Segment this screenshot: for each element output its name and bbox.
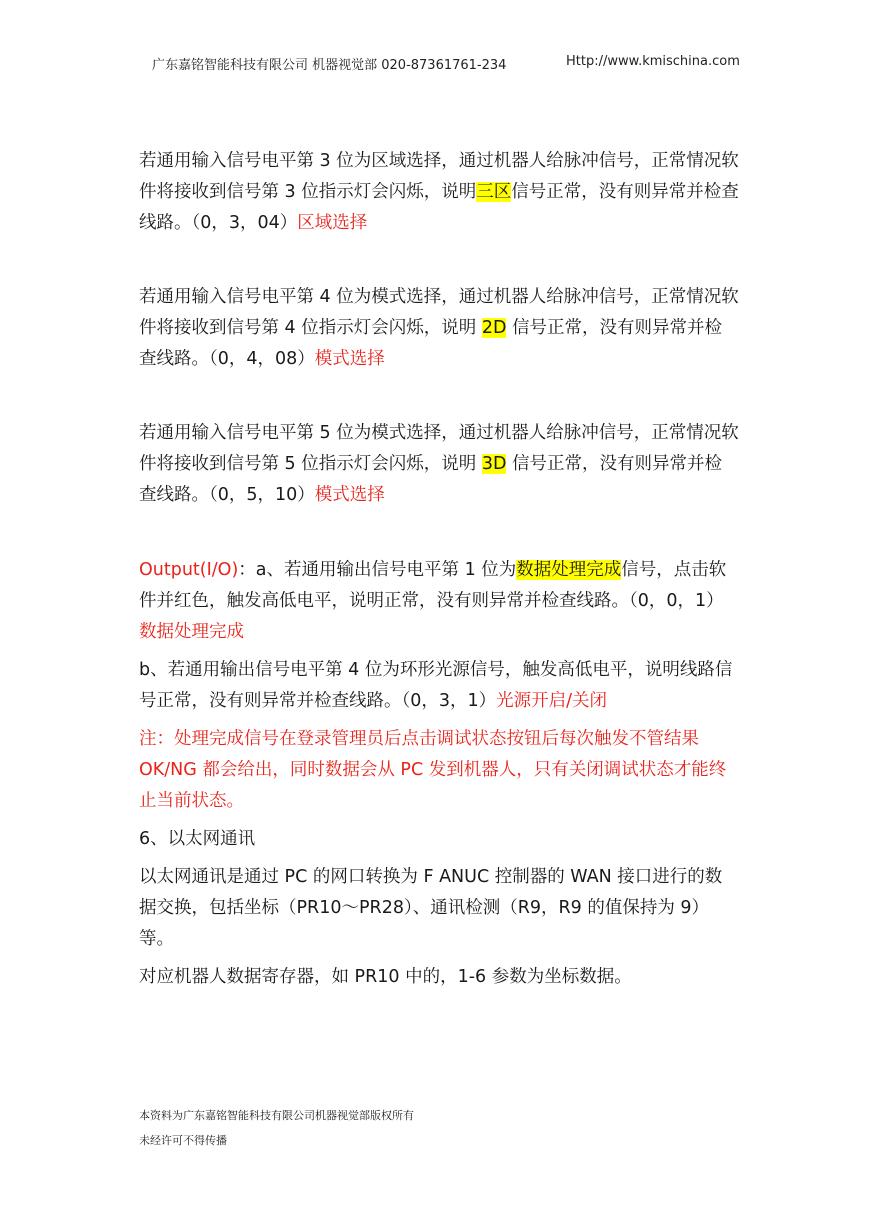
paragraph-input-bit4: [139, 282, 739, 375]
paragraph-ethernet: 以太网通讯是通过 PC 的网口转换为 F ANUC 控制器的 WAN 接口进行的数据交换，包括坐标（PR10～PR28）、通讯检测（R9，R9 的值保持为 9）等。: [139, 867, 723, 949]
p4-text-b: 信号，点击软件并红色，触发高低电平，说明正常，没有则异常并检查线路。（0，0，1）: [139, 560, 727, 611]
p3-red-label: 模式选择: [314, 485, 385, 505]
p1-text-b: 信号正常，没有则异常并检查线路。（0，3，04）: [139, 182, 739, 233]
header-company: 广东嘉铭智能科技有限公司 机器视觉部 020-87361761-234: [152, 58, 507, 73]
p5-red-label: 光源开启/关闭: [496, 691, 608, 711]
paragraph-input-bit3: [139, 146, 739, 239]
paragraph-input-bit5: [139, 418, 739, 511]
paragraph-registers: 对应机器人数据寄存器，如 PR10 中的，1-6 参数为坐标数据。: [139, 967, 632, 987]
page-footer: [139, 1103, 414, 1153]
p3-highlight: 3D: [481, 454, 507, 474]
paragraph-note: 注：处理完成信号在登录管理员后点击调试状态按钮后每次触发不管结果 OK/NG 都会给出，同时数据会从 PC 发到机器人，只有关闭调试状态才能终止当前状态。: [139, 729, 727, 811]
paragraph-output-b: [139, 655, 739, 717]
p4-text-a: ：a、若通用输出信号电平第 1 位为: [238, 560, 517, 580]
p3-text-b: 信号正常，没有则异常并检查线路。（0，5，10）: [139, 454, 722, 505]
p2-text-b: 信号正常，没有则异常并检查线路。（0，4，08）: [139, 318, 722, 369]
p1-highlight: 三区: [476, 182, 512, 202]
p2-red-label: 模式选择: [314, 349, 385, 369]
p2-text-a: 若通用输入信号电平第 4 位为模式选择，通过机器人给脉冲信号，正常情况软件将接收到信号第 4 位指示灯会闪烁，说明: [139, 287, 739, 338]
footer-notice: 未经许可不得传播: [139, 1134, 227, 1147]
p2-highlight: 2D: [481, 318, 507, 338]
section-heading-ethernet: 6、以太网通讯: [139, 829, 256, 849]
p3-text-a: 若通用输入信号电平第 5 位为模式选择，通过机器人给脉冲信号，正常情况软件将接收到信号第 5 位指示灯会闪烁，说明: [139, 423, 739, 474]
header-url: Http://www.kmischina.com: [566, 54, 740, 69]
p1-red-label: 区域选择: [297, 213, 368, 233]
document-body: [139, 146, 739, 993]
p4-output-label: Output(I/O): [139, 560, 239, 580]
p1-text-a: 若通用输入信号电平第 3 位为区域选择，通过机器人给脉冲信号，正常情况软件将接收到信号第 3 位指示灯会闪烁，说明: [139, 151, 739, 202]
p5-text-a: b、若通用输出信号电平第 4 位为环形光源信号，触发高低电平，说明线路信号正常，没有则异常并检查线路。（0，3，1）: [139, 660, 733, 711]
p4-highlight: 数据处理完成: [516, 560, 622, 580]
paragraph-output-a: [139, 555, 739, 648]
p4-red-label: 数据处理完成: [139, 622, 244, 642]
footer-copyright: 本资料为广东嘉铭智能科技有限公司机器视觉部版权所有: [139, 1109, 414, 1122]
